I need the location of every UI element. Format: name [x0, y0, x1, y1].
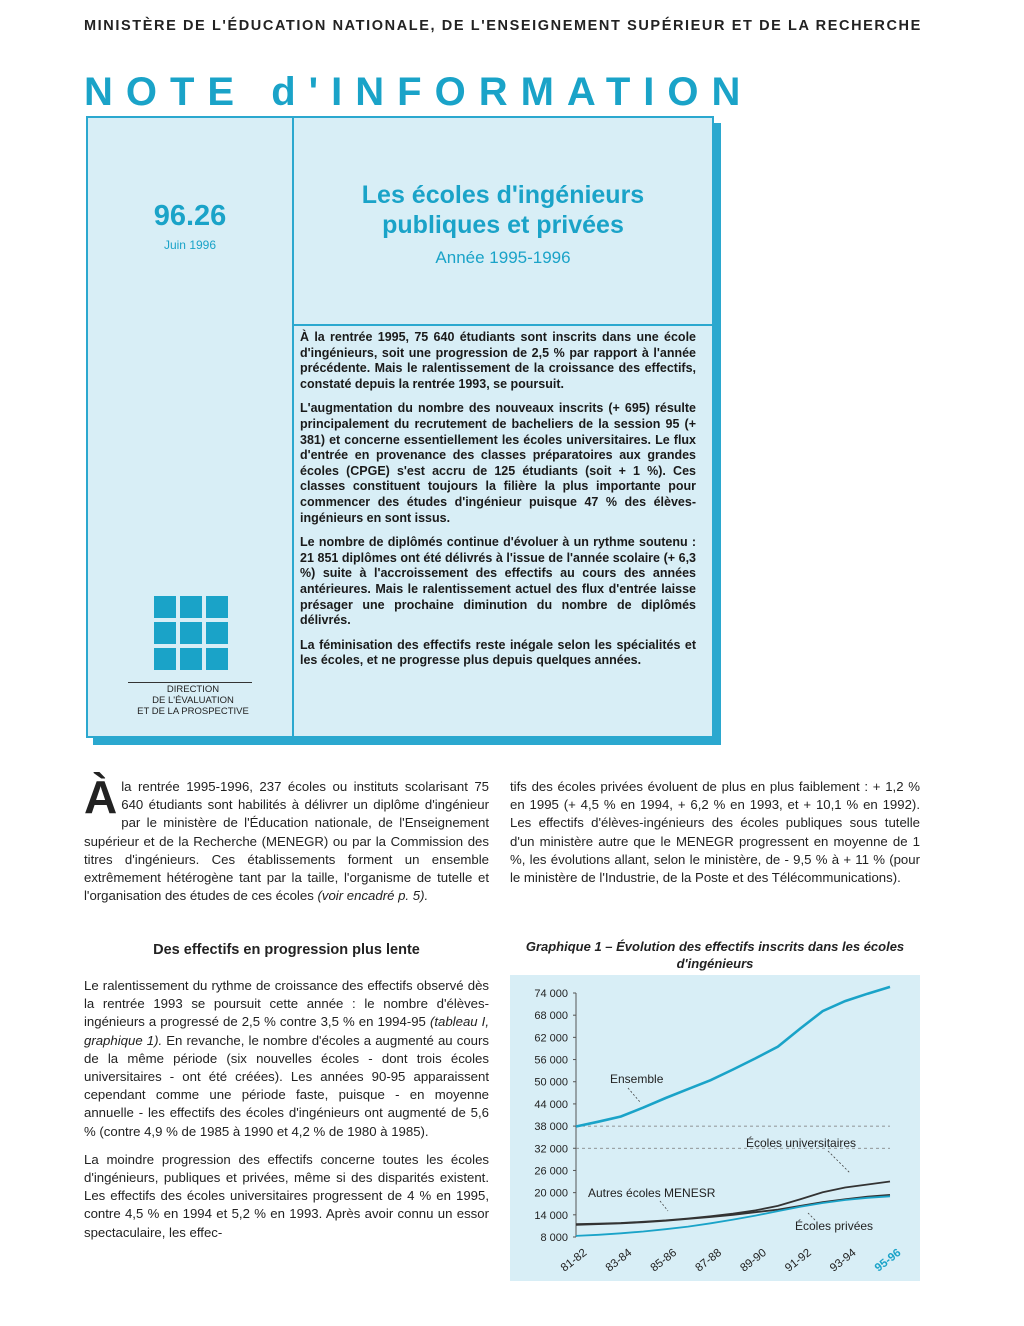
series-line-1 [576, 987, 890, 1127]
ministry-header: MINISTÈRE DE L'ÉDUCATION NATIONALE, DE L'ENSEIGNEMENT SUPÉRIEUR ET DE LA RECHERCHE [84, 18, 922, 34]
body-paragraph: tifs des écoles privées évoluent de plus en plus faiblement : + 1,2 % en 1995 (+ 4,5 % en 1994, + 6,2 % en 1993, et + 10,1 % en 1992). Les effectifs d'élèves-ingénieurs des écoles publiques sous tutelle d'un ministère autre que le MENEGR progressent en moyenne de 1 %, les évolutions allant, selon le ministère, de - 9,5 % à + 11 % (pour le ministère de l'Industrie, de la Poste et des Télécommunications). [510, 779, 920, 886]
dep-logo-icon [154, 596, 228, 670]
y-tick-label: 26 000 [534, 1165, 568, 1178]
series-label: Écoles universitaires [746, 1136, 857, 1150]
series-leader-line [628, 1088, 640, 1102]
chart-title: Graphique 1 – Évolution des effectifs inscrits dans les écoles d'ingénieurs [525, 939, 905, 971]
x-tick-label: 93-94 [828, 1246, 859, 1275]
y-tick-label: 56 000 [534, 1054, 568, 1067]
series-label: Écoles privées [795, 1219, 874, 1233]
x-tick-label: 91-92 [783, 1246, 814, 1275]
logo-caption-line1: DIRECTION [166, 684, 220, 695]
x-tick-label: 87-88 [693, 1246, 725, 1275]
summary-paragraph: L'augmentation du nombre des nouveaux inscrits (+ 695) résulte principalement du recrutement de bacheliers de la session 95 (+ 381) et concerne essentiellement les écoles universitaires. Le flux d'entrée en provenance des classes préparatoires aux grandes écoles (CPGE) s'est accru de 125 étudiants (soit + 1 %). Ces classes constituent toujours la filière la plus importante pour commencer des études d'ingénieur puisque 47 % des élèves-ingénieurs en sont issus. [300, 401, 696, 525]
issue-number: 96.26 [153, 200, 227, 232]
y-tick-label: 20 000 [534, 1187, 568, 1200]
series-label: Autres écoles MENESR [588, 1186, 716, 1200]
line-chart [510, 975, 920, 1281]
summary-paragraph: Le nombre de diplômés continue d'évoluer à un rythme soutenu : 21 851 diplômes ont été délivrés à l'issue de l'année scolaire (+ 6,3 %) suite à l'accroissement des effectifs au cours des années antérieures. Mais le ralentissement actuel des flux d'entrée laisse présager une prochaine diminution du nombre de diplômés délivrés. [300, 535, 696, 628]
publication-title: NOTE d'INFORMATION [84, 70, 754, 114]
logo-divider [128, 682, 252, 683]
logo-caption-line2: DE L'ÉVALUATION [152, 695, 234, 706]
y-tick-label: 50 000 [534, 1076, 568, 1089]
body-paragraph [84, 977, 489, 1141]
drop-cap: À [84, 771, 118, 823]
y-tick-label: 14 000 [534, 1209, 568, 1222]
body-paragraph: La moindre progression des effectifs concerne toutes les écoles d'ingénieurs, publiques et privées, même si des disparités existent. Les effectifs des écoles universitaires progressent de 4 % en 1995, contre 4,5 % en 1994 et 5,2 % en 1993. Après avoir connu un essor spectaculaire, les effec- [84, 1151, 489, 1240]
body-text: Le ralentissement du rythme de croissance des effectifs observé dès la rentrée 1993 se poursuit cette année : le nombre d'élèves-ingénieurs a progressé de 2,5 % contre 3,5 % en 1994-95 [84, 978, 489, 1030]
summary-text [300, 330, 696, 678]
body-right-column [510, 778, 920, 897]
summary-paragraph: À la rentrée 1995, 75 640 étudiants sont inscrits dans une école d'ingénieurs, soit une progression de 2,5 % par rapport à l'année précédente. Mais le ralentissement de la croissance des effectifs, constaté depuis la rentrée 1993, se poursuit. [300, 330, 696, 391]
logo-caption [108, 684, 278, 717]
body-left-column [84, 977, 489, 1252]
chart-panel [510, 975, 920, 1281]
x-tick-label: 81-82 [558, 1246, 590, 1275]
y-tick-label: 74 000 [534, 988, 568, 1000]
intro-reference: (voir encadré p. 5). [317, 888, 429, 904]
y-tick-label: 68 000 [534, 1010, 568, 1023]
intro-paragraph [84, 771, 489, 905]
section-heading: Des effectifs en progression plus lente [153, 942, 420, 958]
intro-text: la rentrée 1995-1996, 237 écoles ou instituts scolarisant 75 640 étudiants sont habilités à délivrer un diplôme d'ingénieur par le ministère de l'Éducation nationale, de l'Enseignement supérieur et de la Recherche (MENEGR) ou par la Commission des titres d'ingénieurs. Ces établissements forment un ensemble extrêmement hétérogène tant par la taille, l'organisme de tutelle et l'organisation des études de ces écoles [84, 779, 489, 904]
main-title [294, 180, 712, 240]
y-tick-label: 44 000 [534, 1098, 568, 1111]
title-panel [294, 118, 712, 326]
academic-year: Année 1995-1996 [435, 248, 571, 267]
issue-date: Juin 1996 [163, 238, 217, 252]
body-reference: (tableau I, graphique 1). [84, 1014, 489, 1048]
y-tick-label: 32 000 [534, 1143, 568, 1156]
series-leader-line [660, 1201, 668, 1211]
x-tick-label: 95-96 [872, 1246, 904, 1275]
x-tick-label: 83-84 [603, 1246, 635, 1275]
summary-paragraph: La féminisation des effectifs reste inégale selon les spécialités et les écoles, et ne progresse plus depuis quelques années. [300, 637, 696, 668]
body-text: En revanche, le nombre d'écoles a augmenté au cours de la même période (six nouvelles écoles - dont trois écoles universitaires - ont été créées). Les années 90-95 apparaissent cependant comme une période faste, puisque - en moyenne annuelle - les effectifs des écoles d'ingénieurs ont augmenté de 5,6 % (contre 4,9 % de 1985 à 1990 et 4,2 % de 1980 à 1985). [84, 1032, 489, 1139]
main-title-line2: publiques et privées [382, 211, 624, 239]
series-leader-line [828, 1151, 850, 1173]
y-tick-label: 62 000 [534, 1032, 568, 1045]
x-tick-label: 89-90 [738, 1246, 769, 1275]
y-tick-label: 38 000 [534, 1121, 568, 1134]
main-title-line1: Les écoles d'ingénieurs [361, 181, 645, 209]
summary-box [86, 116, 714, 738]
y-tick-label: 8 000 [540, 1232, 568, 1244]
x-tick-label: 85-86 [648, 1246, 680, 1275]
series-label: Ensemble [610, 1072, 664, 1086]
logo-caption-line3: ET DE LA PROSPECTIVE [137, 706, 249, 717]
